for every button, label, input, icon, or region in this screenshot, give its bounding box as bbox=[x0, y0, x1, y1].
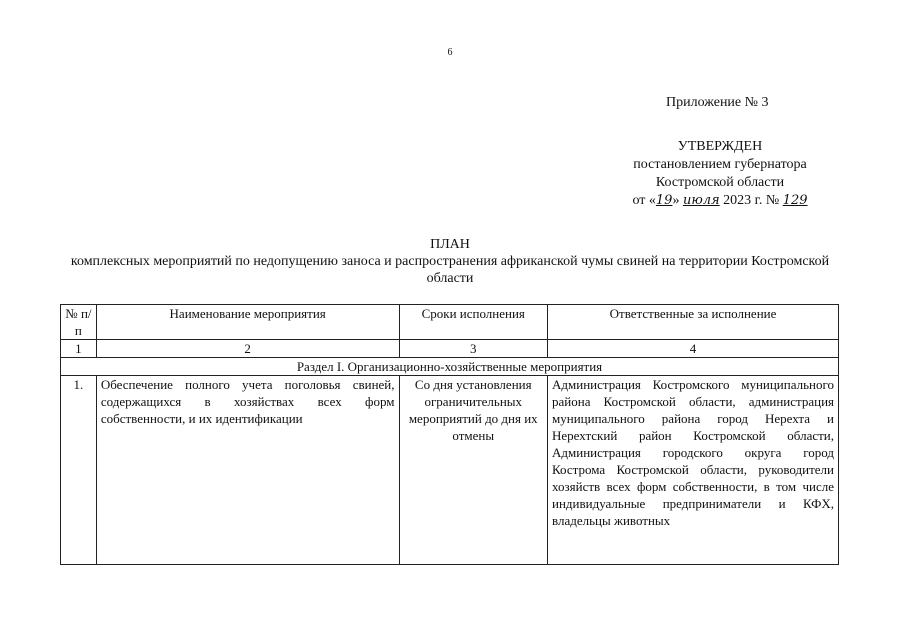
row-deadline: Со дня установления ограничительных мероприятий до дня их отмены bbox=[399, 376, 548, 565]
col-num-1: 1 bbox=[61, 340, 97, 358]
section-title: Раздел I. Организационно-хозяйственные мероприятия bbox=[61, 358, 839, 376]
approval-line2: Костромской области bbox=[655, 175, 785, 190]
row-name: Обеспечение полного учета поголовья свиней, содержащихся в хозяйствах всех форм собственности, и их идентификации bbox=[96, 376, 399, 565]
header-name: Наименование мероприятия bbox=[96, 305, 399, 340]
approval-block bbox=[600, 138, 840, 210]
section-row bbox=[61, 358, 839, 376]
handwritten-month: июля bbox=[682, 193, 720, 208]
plan-subtitle: комплексных мероприятий по недопущению заноса и распространения африканской чумы свиней на территории Костромской области bbox=[70, 254, 830, 286]
row-responsible: Администрация Костромского муниципального района Костромской области, администрация муниципального района город Нерехта и Нерехтский район Костромской области, Администрация городского округа город Кострома Костромской области, руководители хозяйств всех форм собственности, в том числе индивидуальные предприниматели и КФХ, владельцы животных bbox=[548, 376, 839, 565]
approval-line1: постановлением губернатора bbox=[633, 157, 807, 172]
date-prefix: от « bbox=[632, 193, 656, 208]
col-num-2: 2 bbox=[96, 340, 399, 358]
handwritten-day: 19 bbox=[655, 193, 673, 208]
header-responsible: Ответственные за исполнение bbox=[548, 305, 839, 340]
plan-table bbox=[60, 304, 839, 565]
appendix-label: Приложение № 3 bbox=[666, 95, 769, 110]
approval-date-line bbox=[600, 192, 840, 210]
approval-title: УТВЕРЖДЕН bbox=[677, 139, 763, 154]
plan-heading bbox=[60, 236, 840, 287]
header-number: № п/п bbox=[61, 305, 97, 340]
plan-title: ПЛАН bbox=[430, 237, 470, 252]
col-num-3: 3 bbox=[399, 340, 548, 358]
header-deadline: Сроки исполнения bbox=[399, 305, 548, 340]
col-num-4: 4 bbox=[548, 340, 839, 358]
table-row bbox=[61, 376, 839, 565]
row-number: 1. bbox=[61, 376, 97, 565]
date-year: 2023 г. № bbox=[719, 193, 783, 208]
page-number: 6 bbox=[447, 47, 453, 58]
handwritten-number: 129 bbox=[782, 193, 808, 208]
table-header-row bbox=[61, 305, 839, 340]
date-mid: » bbox=[672, 193, 683, 208]
column-number-row bbox=[61, 340, 839, 358]
